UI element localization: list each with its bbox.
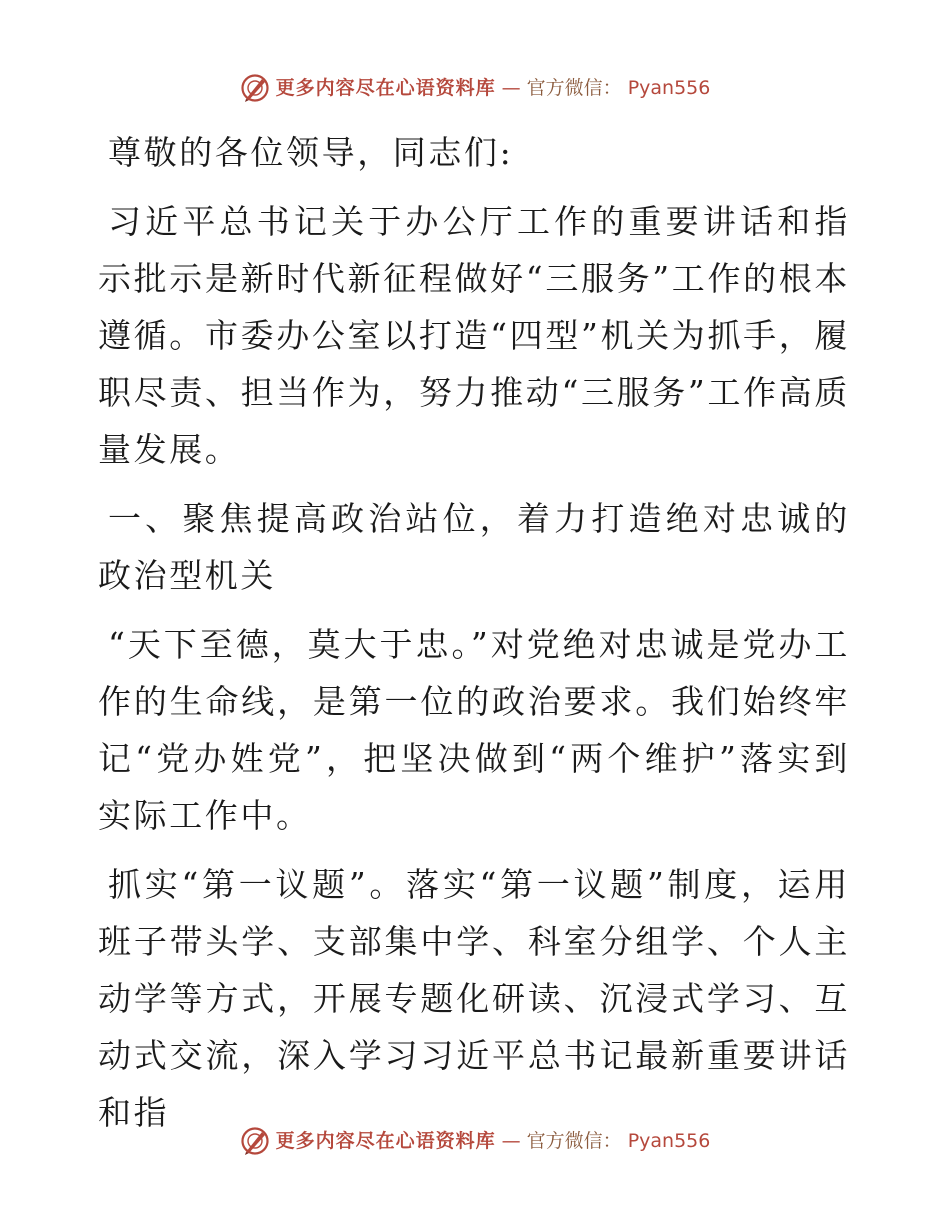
watermark-dash: — [501,77,521,99]
salutation: 尊敬的各位领导，同志们: [108,133,514,172]
body-paragraph: “天下至德，莫大于忠。”对党绝对忠诚是党办工作的生命线，是第一位的政治要求。我们始终牢记“党办姓党”，把坚决做到“两个维护”落实到实际工作中。 [98,625,850,835]
watermark-wechat-id: Pyan556 [627,77,711,99]
intro-paragraph: 习近平总书记关于办公厅工作的重要讲话和指示批示是新时代新征程做好“三服务”工作的根本遵循。市委办公室以打造“四型”机关为抓手，履职尽责、担当作为，努力推动“三服务”工作高质量发展。 [98,202,850,469]
document-body [98,124,850,1153]
watermark-library-text: 更多内容尽在心语资料库 [275,77,496,99]
header-watermark [0,73,950,103]
quill-logo-icon [240,73,270,103]
watermark-wechat-label: 官方微信： [526,1130,622,1152]
watermark-wechat-label: 官方微信： [526,77,622,99]
quill-logo-icon [240,1126,270,1156]
body-paragraph: 抓实“第一议题”。落实“第一议题”制度，运用班子带头学、支部集中学、科室分组学、个人主动学等方式，开展专题化研读、沉浸式学习、互动式交流，深入学习习近平总书记最新重要讲话和指 [98,865,850,1132]
section-heading: 一、聚焦提高政治站位，着力打造绝对忠诚的政治型机关 [98,499,850,595]
watermark-library-text: 更多内容尽在心语资料库 [275,1130,496,1152]
watermark-dash: — [501,1130,521,1152]
footer-watermark [0,1126,950,1156]
watermark-wechat-id: Pyan556 [627,1130,711,1152]
